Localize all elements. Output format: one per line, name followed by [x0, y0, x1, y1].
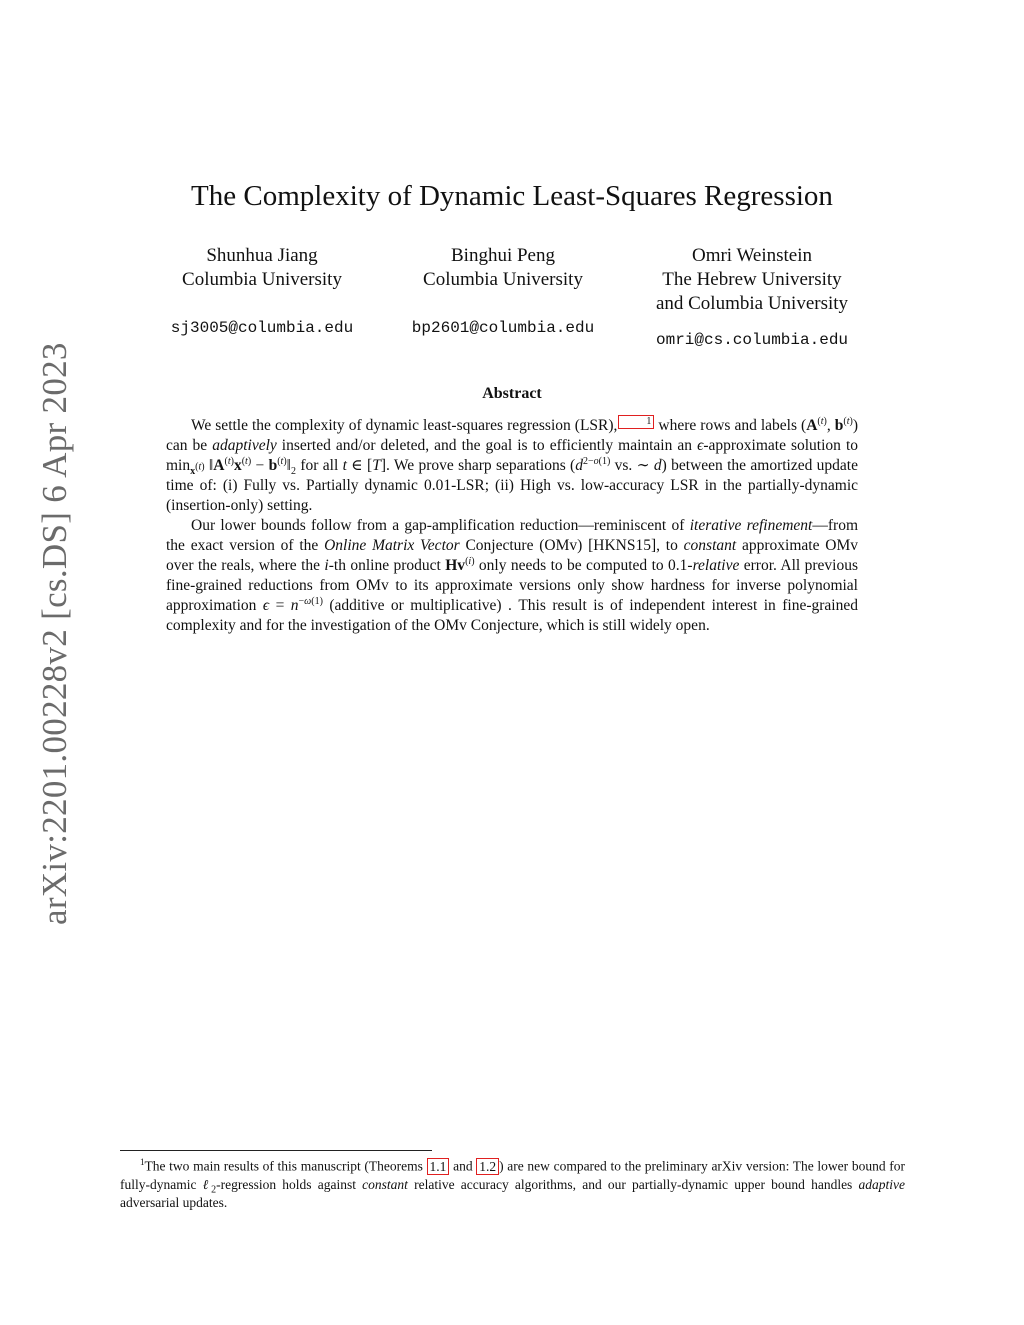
footnote: $^1$The two main results of this manuscript (Theorems 1.1 and 1.2 ) are new compared to the preliminary arXiv version: The lower bound for fully-dynamic ℓ$_2$-regression holds against constant relative accuracy algorithms, and our partially-dynamic upper bound handles adaptive adversarial updates.: [120, 1157, 905, 1210]
author-email[interactable]: omri@cs.columbia.edu: [655, 331, 849, 349]
author-email[interactable]: sj3005@columbia.edu: [170, 319, 354, 337]
abstract-paragraph-2: Our lower bounds follow from a gap-amplification reduction—reminiscent of iterative refinement—from the exact version of the Online Matrix Vector Conjecture (OMv) [HKNS15], to constant approximate OMv over the reals, where the i-th online product Hv$^{(i)}$ only needs to be computed to 0.1-relative error. All previous fine-grained reductions from OMv to its approximate versions only show hardness for inverse polynomial approximation $\epsilon = n^{-\omega(1)}$ (additive or multiplicative) . This result is of independent interest in fine-grained complexity and for the investigation of the OMv Conjecture, which is still widely open.: [166, 517, 859, 635]
author-3: [622, 244, 882, 352]
theorem-link-1[interactable]: 1.1: [427, 1158, 450, 1175]
abstract-paragraph-1: We settle the complexity of dynamic least-squares regression (LSR), 1 where rows and labels ($A^{(t)}$, $b^{(t)}$) can be adaptively inserted and/or deleted, and the goal is to efficiently maintain an ϵ-approximate solution to $\min_{x^{(t)}}$ $‖A^{(t)}x^{(t)}$ − $b^{(t)}‖_2$ for all t ∈ [T]. We prove sharp separations ($d^{2-o(1)}$ vs. ∼ d) between the amortized update time of: (i) Fully vs. Partially dynamic 0.01-LSR; (ii) High vs. low-accuracy LSR in the partially-dynamic (insertion-only) setting.: [166, 416, 859, 515]
footnote-ref-link[interactable]: 1: [618, 415, 654, 429]
author-name: Omri Weinstein: [691, 245, 813, 266]
author-email[interactable]: bp2601@columbia.edu: [411, 319, 595, 337]
author-affiliation: Columbia University: [182, 269, 342, 290]
author-1: [132, 244, 392, 340]
citation-link[interactable]: [HKNS15]: [588, 537, 657, 555]
author-name: Shunhua Jiang: [206, 245, 318, 266]
author-affiliation: Columbia University: [423, 269, 583, 290]
author-2: [373, 244, 633, 340]
author-name: Binghui Peng: [451, 245, 555, 266]
footnote-divider: [120, 1150, 432, 1151]
theorem-link-2[interactable]: 1.2: [476, 1158, 499, 1175]
author-affiliation: The Hebrew University: [662, 269, 842, 290]
arxiv-stamp: arXiv:2201.00228v2 [cs.DS] 6 Apr 2023: [35, 342, 74, 925]
abstract-body: [166, 415, 858, 636]
author-affiliation-2: and Columbia University: [655, 293, 849, 314]
footnote-mark: 1: [140, 1157, 145, 1167]
abstract-heading: Abstract: [482, 385, 542, 402]
paper-title: The Complexity of Dynamic Least-Squares Regression: [191, 180, 833, 212]
